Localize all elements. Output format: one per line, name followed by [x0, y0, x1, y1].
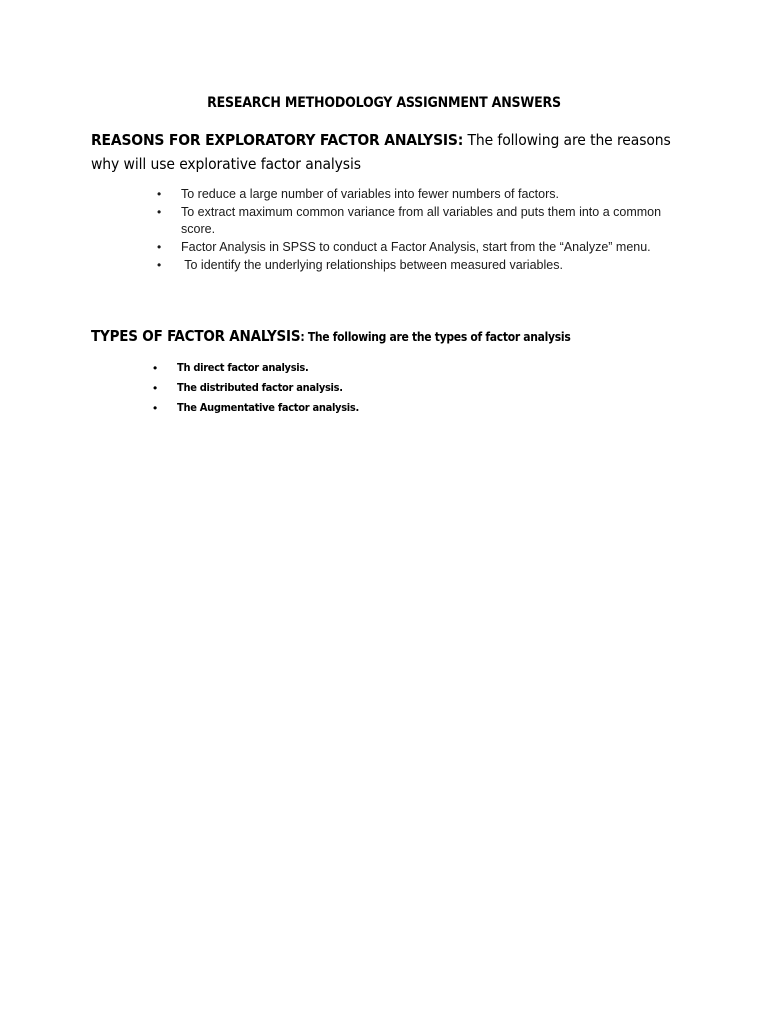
list-item: [157, 204, 681, 237]
bullet-icon: •: [153, 381, 157, 395]
list-item-text: Th direct factor analysis.: [177, 361, 309, 374]
section-reasons-intro: The following are the reasons why will use explorative factor analysis: [91, 131, 671, 173]
list-item: [157, 186, 681, 203]
list-item: [153, 378, 577, 398]
list-item: [153, 358, 577, 378]
section-types-heading: [91, 326, 681, 347]
list-item: [153, 398, 577, 418]
bullet-icon: •: [157, 205, 162, 219]
bullet-icon: •: [157, 187, 162, 201]
bullet-icon: •: [157, 239, 162, 254]
list-item-text: The distributed factor analysis.: [177, 381, 343, 394]
list-item-text: Factor Analysis in SPSS to conduct a Factor Analysis, start from the “Analyze” menu.: [181, 239, 651, 254]
types-list: [153, 358, 577, 418]
section-reasons-heading: [91, 128, 681, 176]
bullet-icon: •: [157, 257, 162, 272]
list-item-text: To reduce a large number of variables into fewer numbers of factors.: [181, 187, 559, 201]
bullet-icon: •: [153, 361, 157, 375]
bullet-icon: •: [153, 401, 157, 415]
document-title: RESEARCH METHODOLOGY ASSIGNMENT ANSWERS: [207, 95, 561, 111]
list-item-text: To extract maximum common variance from all variables and puts them into a common score.: [181, 205, 662, 236]
section-reasons-title: REASONS FOR EXPLORATORY FACTOR ANALYSIS:: [91, 131, 464, 149]
section-types-intro: : The following are the types of factor analysis: [300, 330, 571, 344]
list-item: [157, 239, 681, 256]
list-item-text: The Augmentative factor analysis.: [177, 401, 359, 414]
reasons-list: [157, 186, 681, 275]
section-types-title: TYPES OF FACTOR ANALYSIS: [91, 327, 301, 345]
list-item-text: To identify the underlying relationships between measured variables.: [181, 257, 563, 272]
list-item: [157, 257, 681, 274]
